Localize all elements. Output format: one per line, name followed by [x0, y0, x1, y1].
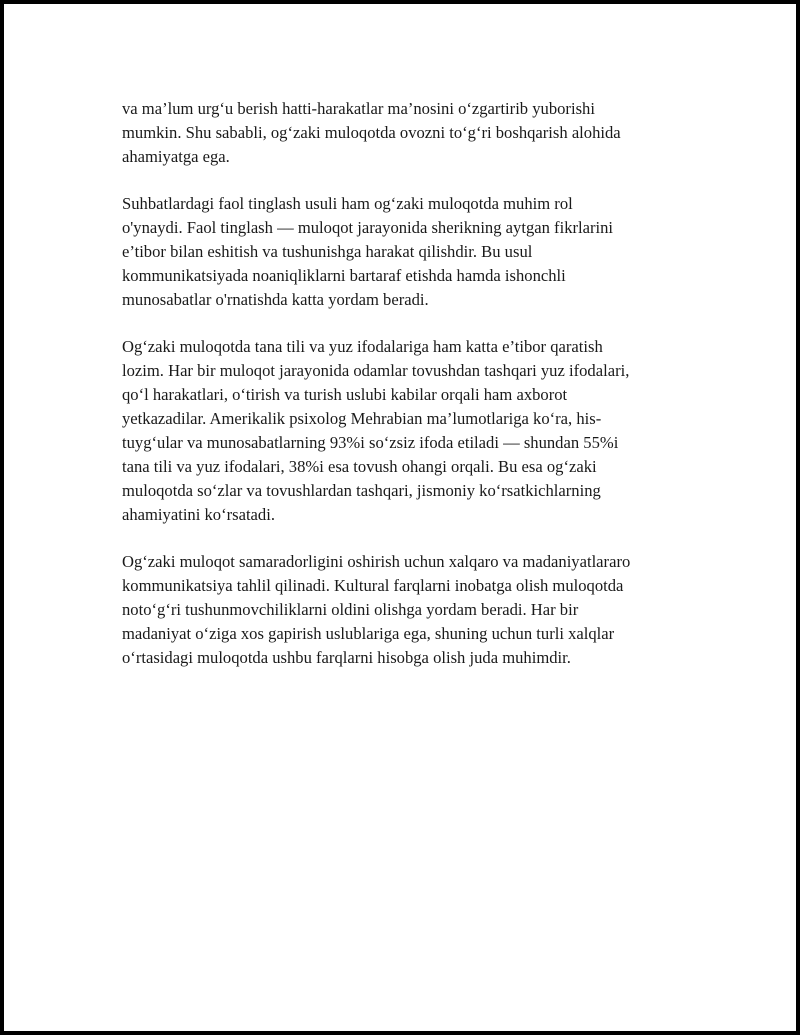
paragraph-voice-control: va ma’lum urg‘u berish hatti-harakatlar ma’nosini o‘zgartirib yuborishi mumkin. Shu sababli, og‘zaki muloqotda ovozni to‘g‘ri boshqarish alohida ahamiyatga ega.	[122, 99, 621, 166]
paragraph-intercultural-communication: Og‘zaki muloqot samaradorligini oshirish uchun xalqaro va madaniyatlararo kommunikatsiya tahlil qilinadi. Kultural farqlarni inobatga olish muloqotda noto‘g‘ri tushunmovchiliklarni oldini olishga yordam beradi. Har bir madaniyat o‘ziga xos gapirish uslublariga ega, shuning uchun turli xalqlar o‘rtasidagi muloqotda ushbu farqlarni hisobga olish juda muhimdir.	[122, 552, 631, 667]
document-body	[122, 97, 692, 693]
paragraph-active-listening: Suhbatlardagi faol tinglash usuli ham og‘zaki muloqotda muhim rol o'ynaydi. Faol tinglash — muloqot jarayonida sherikning aytgan fikrlarini e’tibor bilan eshitish va tushunishga harakat qilishdir. Bu usul kommunikatsiyada noaniqliklarni bartaraf etishda hamda ishonchli munosabatlar o'rnatishda katta yordam beradi.	[122, 194, 614, 309]
paragraph-body-language: Og‘zaki muloqotda tana tili va yuz ifodalariga ham katta e’tibor qaratish lozim. Har bir muloqot jarayonida odamlar tovushdan tashqari yuz ifodalari, qo‘l harakatlari, o‘tirish va turish uslubi kabilar orqali ham axborot yetkazadilar. Amerikalik psixolog Mehrabian ma’lumotlariga ko‘ra, his- tuyg‘ular va munosabatlarning 93%i so‘zsiz ifoda etiladi — shundan 55%i tana tili va yuz ifodalari, 38%i esa tovush ohangi orqali. Bu esa og‘zaki muloqotda so‘zlar va tovushlardan tashqari, jismoniy ko‘rsatkichlarning ahamiyatini ko‘rsatadi.	[122, 337, 630, 524]
